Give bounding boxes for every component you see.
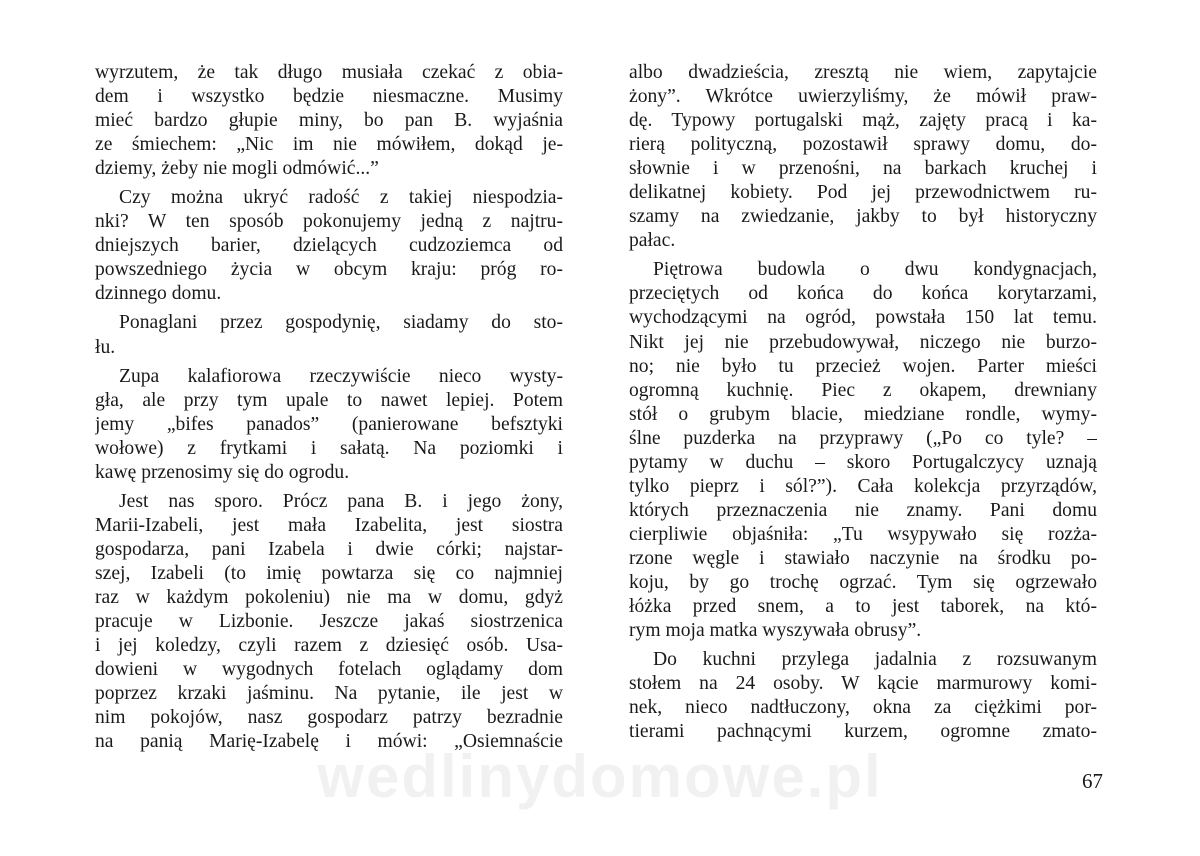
right-text-column xyxy=(629,61,1097,744)
text-line: rym moja matka wyszywała obrusy”. xyxy=(629,620,922,642)
text-line: ogromną kuchnię. Piec z okapem, drewniany xyxy=(629,379,1097,401)
text-line: pracuje w Lizbonie. Jeszcze jakaś siostrzenica xyxy=(95,611,563,633)
text-line: powszedniego życia w obcym kraju: próg ro- xyxy=(95,259,563,281)
text-line: żony”. Wkrótce uwierzyliśmy, że mówił praw- xyxy=(629,86,1097,108)
watermark: wedlinydomowe.pl xyxy=(317,743,883,810)
text-line: rierą polityczną, pozostawił sprawy domu, do- xyxy=(629,134,1097,156)
left-text-column xyxy=(95,61,563,754)
text-line: na panią Marię-Izabelę i mówi: „Osiemnaście xyxy=(95,731,563,753)
text-line: Marii-Izabeli, jest mała Izabelita, jest siostra xyxy=(95,514,563,536)
text-line: nki? W ten sposób pokonujemy jedną z najtru- xyxy=(95,211,563,233)
text-line: wychodzącymi na ogród, powstała 150 lat temu. xyxy=(629,307,1097,329)
text-line: Zupa kalafiorowa rzeczywiście nieco wysty- xyxy=(119,365,563,387)
text-line: wyrzutem, że tak długo musiała czekać z obia- xyxy=(95,62,563,83)
text-line: przeciętych od końca do końca korytarzami, xyxy=(629,283,1097,305)
text-line: szej, Izabeli (to imię powtarza się co najmniej xyxy=(95,562,563,584)
text-line: gła, ale przy tym upale to nawet lepiej. Potem xyxy=(95,389,563,411)
text-line: delikatnej kobiety. Pod jej przewodnictwem ru- xyxy=(629,182,1097,204)
text-line: no; nie było tu przecież wojen. Parter mieści xyxy=(629,355,1097,377)
text-line: stołem na 24 osoby. W kącie marmurowy komi- xyxy=(629,673,1097,695)
text-line: tylko pieprz i sól?”). Cała kolekcja przyrządów, xyxy=(629,475,1097,497)
text-line: łóżka przed snem, a to jest taborek, na któ- xyxy=(629,596,1097,618)
text-line: gospodarza, pani Izabela i dwie córki; najstar- xyxy=(95,538,563,560)
text-line: kawę przenosimy się do ogrodu. xyxy=(95,461,350,483)
text-line: dniejszych barier, dzielących cudzoziemca od xyxy=(95,235,563,257)
text-line: których przeznaczenia nie znamy. Pani domu xyxy=(629,499,1097,521)
page-number: 67 xyxy=(1082,769,1103,793)
text-line: dzinnego domu. xyxy=(95,283,222,305)
text-line: dowieni w wygodnych fotelach oglądamy dom xyxy=(95,659,563,681)
text-line: nim pokojów, nasz gospodarz patrzy bezradnie xyxy=(95,707,563,729)
text-line: Piętrowa budowla o dwu kondygnacjach, xyxy=(653,259,1097,281)
text-line: Jest nas sporo. Prócz pana B. i jego żony, xyxy=(119,490,563,512)
text-line: szamy na zwiedzanie, jakby to był historyczny xyxy=(629,206,1097,228)
text-line: Ponaglani przez gospodynię, siadamy do sto- xyxy=(119,312,563,334)
text-line: łu. xyxy=(95,336,116,358)
text-line: mieć bardzo głupie miny, bo pan B. wyjaśnia xyxy=(95,110,563,132)
text-line: Czy można ukryć radość z takiej niespodzia- xyxy=(119,187,563,209)
text-line: pałac. xyxy=(629,230,676,252)
text-line: rzone węgle i stawiało naczynie na środku po- xyxy=(629,547,1097,569)
text-line: Do kuchni przylega jadalnia z rozsuwanym xyxy=(653,649,1097,671)
text-line: tierami pachnącymi kurzem, ogromne zmato- xyxy=(629,721,1097,743)
text-line: ślne puzderka na przyprawy („Po co tyle? – xyxy=(629,427,1097,449)
text-line: Nikt jej nie przebudowywał, niczego nie burzo- xyxy=(629,331,1097,353)
text-line: słownie i w przenośni, na barkach kruchej i xyxy=(629,158,1097,180)
text-line: jemy „bifes panados” (panierowane befsztyki xyxy=(95,413,563,435)
text-line: ze śmiechem: „Nic im nie mówiłem, dokąd je- xyxy=(95,134,563,156)
text-line: cierpliwie objaśniła: „Tu wsypywało się rozża- xyxy=(629,523,1097,545)
text-line: pytamy w duchu – skoro Portugalczycy uznają xyxy=(629,451,1097,473)
text-line: wołowe) z frytkami i sałatą. Na poziomki i xyxy=(95,437,563,459)
text-line: koju, by go trochę ogrzać. Tym się ogrzewało xyxy=(629,571,1097,593)
text-line: dziemy, żeby nie mogli odmówić...” xyxy=(95,158,379,180)
text-line: albo dwadzieścia, zresztą nie wiem, zapytajcie xyxy=(629,62,1097,83)
text-line: dę. Typowy portugalski mąż, zajęty pracą i ka- xyxy=(629,110,1097,132)
text-line: dem i wszystko będzie niesmaczne. Musimy xyxy=(95,86,563,108)
text-line: nek, nieco nadtłuczony, okna za ciężkimi por- xyxy=(629,697,1097,719)
text-line: stół o grubym blacie, miedziane rondle, wymy- xyxy=(629,403,1097,425)
text-line: raz w każdym pokoleniu) nie ma w domu, gdyż xyxy=(95,586,563,608)
text-line: poprzez krzaki jaśminu. Na pytanie, ile jest w xyxy=(95,683,563,705)
text-line: i jej koledzy, czyli razem z dziesięć osób. Usa- xyxy=(95,635,563,657)
